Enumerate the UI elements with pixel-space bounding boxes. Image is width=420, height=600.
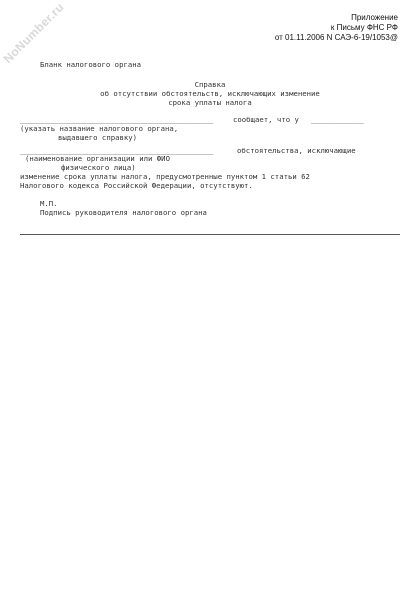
attachment-line-3: от 01.11.2006 N САЭ-6-19/1053@ xyxy=(274,33,398,42)
bottom-divider xyxy=(20,234,400,235)
reports-that-text: сообщает, что у xyxy=(233,115,299,124)
circumstances-text: обстоятельства, исключающие xyxy=(237,146,356,155)
attachment-line-2: к Письму ФНС РФ xyxy=(330,23,398,32)
signature-line: Подпись руководителя налогового органа xyxy=(40,208,207,217)
attachment-note xyxy=(275,13,398,43)
tax-authority-blank: ____________________________________________ xyxy=(20,115,214,124)
organization-blank: ____________________________________________ xyxy=(20,146,214,155)
blank-label: Бланк налогового органа xyxy=(40,60,142,69)
document-title: Справка xyxy=(194,80,226,89)
stamp-place: М.П. xyxy=(40,199,58,208)
document-subtitle-1: об отсутствии обстоятельств, исключающих изменение xyxy=(100,89,320,98)
hint-organization-2: физического лица) xyxy=(61,163,136,172)
hint-organization-1: (наименование организации или ФИО xyxy=(25,154,170,163)
document-subtitle-2: срока уплаты налога xyxy=(168,98,252,107)
attachment-line-1: Приложение xyxy=(351,13,398,22)
body-line-1: изменение срока уплаты налога, предусмотренные пунктом 1 статьи 62 xyxy=(20,172,310,181)
watermark: NoNumber.ru xyxy=(0,0,67,66)
hint-tax-authority-1: (указать название налогового органа, xyxy=(20,124,179,133)
hint-tax-authority-2: выдавшего справку) xyxy=(58,133,138,142)
organization-blank-short: ____________ xyxy=(311,115,364,124)
body-line-2: Налогового кодекса Российской Федерации, отсутствуют. xyxy=(20,181,253,190)
